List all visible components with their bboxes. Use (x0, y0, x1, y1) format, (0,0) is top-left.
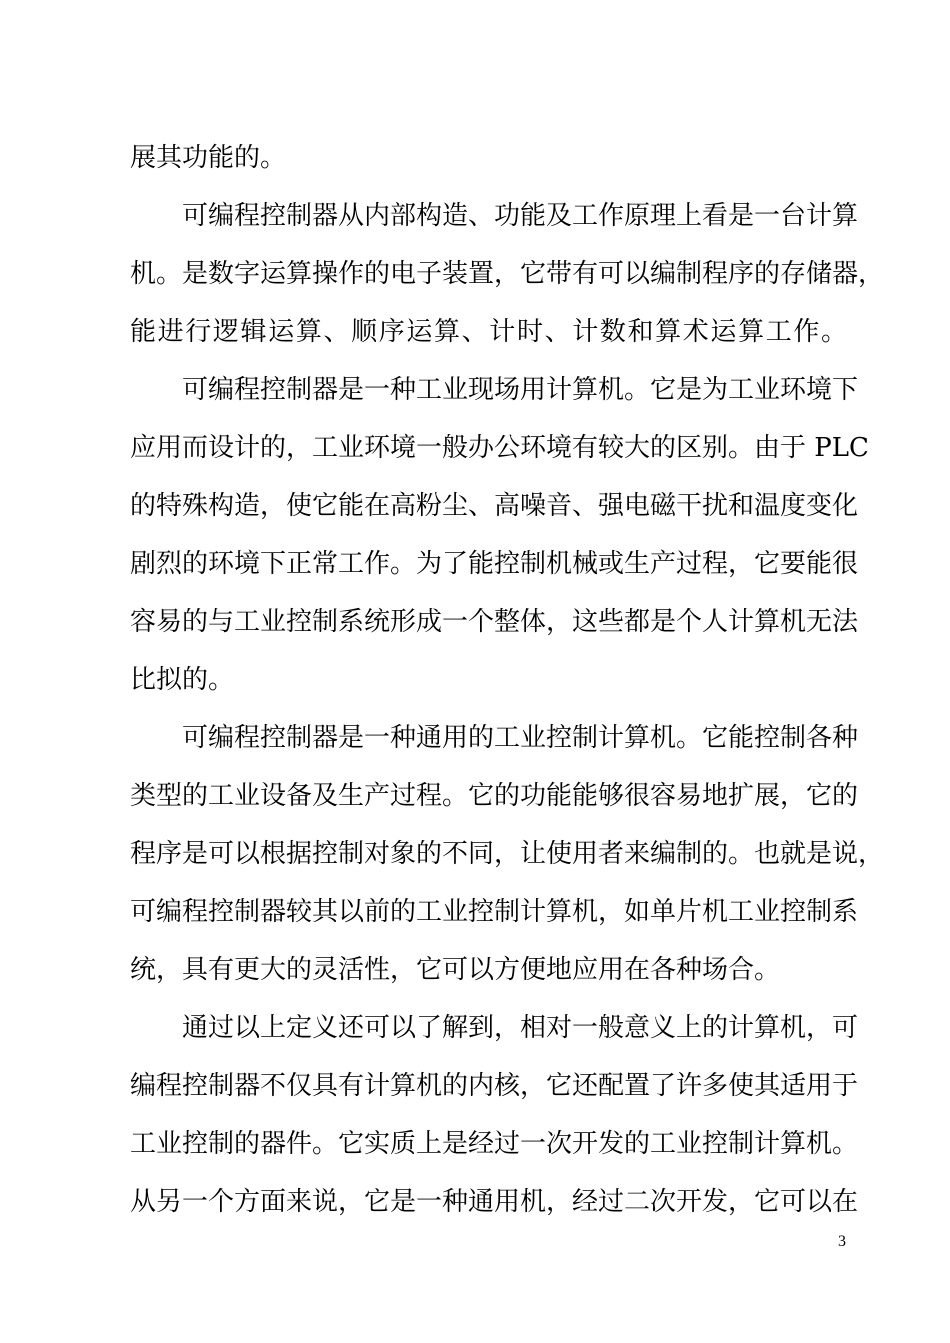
text-line: 工业控制的器件。它实质上是经过一次开发的工业控制计算机。 (130, 1129, 859, 1159)
text-line: 应用而设计的，工业环境一般办公环境有较大的区别。由于 PLC (130, 433, 869, 463)
text-line: 可编程控制器较其以前的工业控制计算机，如单片机工业控制系 (130, 897, 859, 927)
paragraph-first-line: 通过以上定义还可以了解到，相对一般意义上的计算机，可 (182, 1013, 859, 1043)
text-line: 程序是可以根据控制对象的不同，让使用者来编制的。也就是说， (130, 839, 885, 869)
text-line: 展其功能的。 (130, 143, 287, 173)
paragraph-first-line: 可编程控制器从内部构造、功能及工作原理上看是一台计算 (182, 201, 859, 231)
text-line: 能进行逻辑运算、顺序运算、计时、计数和算术运算工作。 (130, 317, 847, 347)
page-number: 3 (838, 1233, 846, 1250)
paragraph-first-line: 可编程控制器是一种通用的工业控制计算机。它能控制各种 (182, 723, 859, 753)
text-line: 从另一个方面来说，它是一种通用机，经过二次开发，它可以在 (130, 1187, 859, 1217)
text-line: 统，具有更大的灵活性，它可以方便地应用在各种场合。 (130, 955, 781, 985)
text-line: 容易的与工业控制系统形成一个整体，这些都是个人计算机无法 (130, 607, 859, 637)
text-line: 编程控制器不仅具有计算机的内核，它还配置了许多使其适用于 (130, 1071, 859, 1101)
text-line: 剧烈的环境下正常工作。为了能控制机械或生产过程，它要能很 (130, 549, 859, 579)
text-line: 机。是数字运算操作的电子装置，它带有可以编制程序的存储器， (130, 259, 885, 289)
text-line: 的特殊构造，使它能在高粉尘、高噪音、强电磁干扰和温度变化 (130, 491, 859, 521)
text-line: 类型的工业设备及生产过程。它的功能能够很容易地扩展，它的 (130, 781, 859, 811)
text-line: 比拟的。 (130, 665, 235, 695)
paragraph-first-line: 可编程控制器是一种工业现场用计算机。它是为工业环境下 (182, 375, 859, 405)
